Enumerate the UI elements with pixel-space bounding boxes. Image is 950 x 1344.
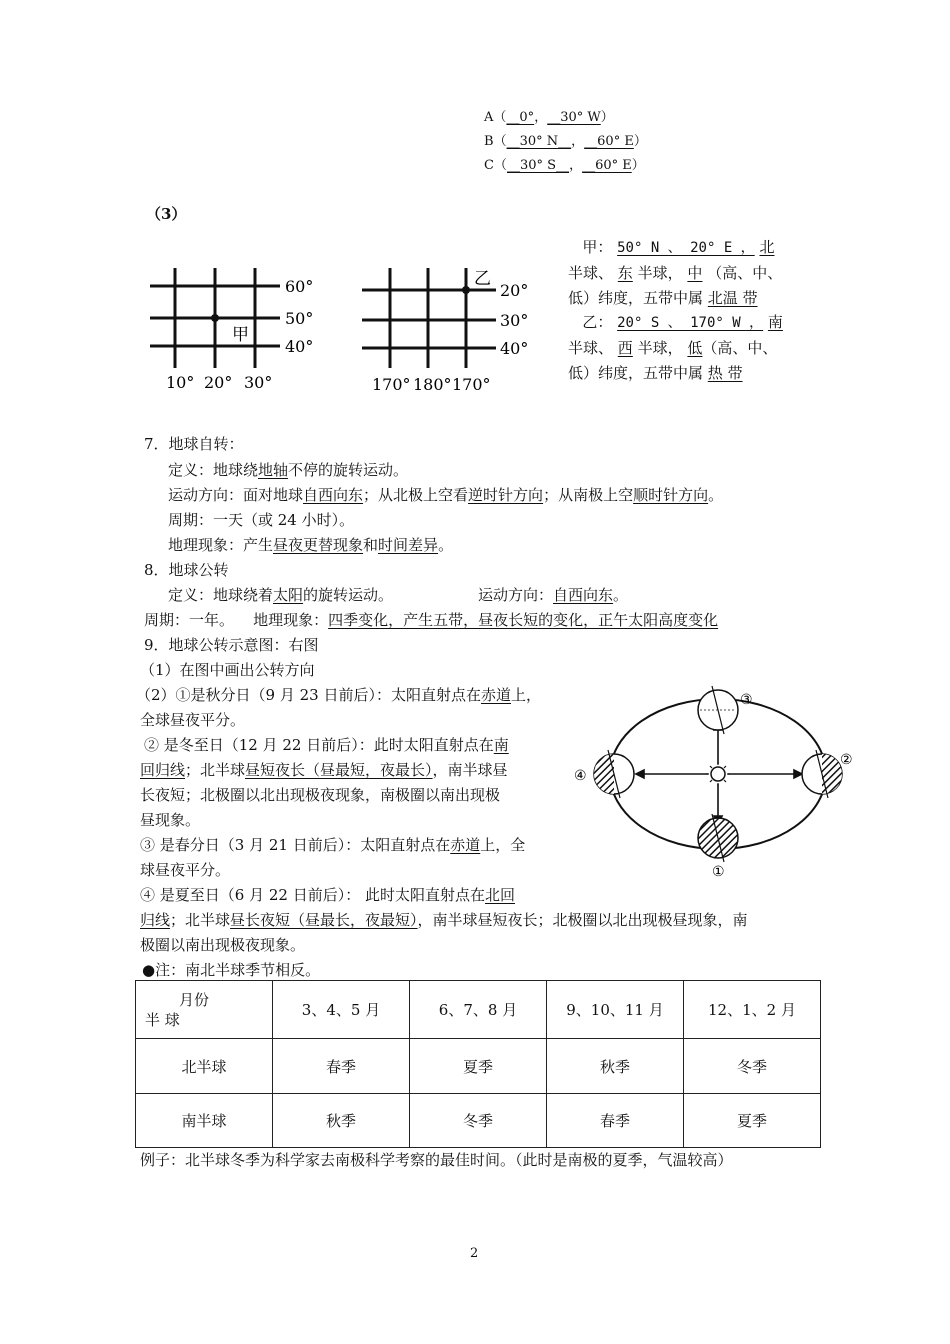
s9-line-5: 长夜短；北极圈以北出现极夜现象，南极圈以南出现极 <box>140 786 501 804</box>
s8-direction: 运动方向：自西向东。 <box>478 586 629 604</box>
sun-icon <box>706 762 730 786</box>
s9-line-6: 昼现象。 <box>140 811 201 829</box>
grid-left-lon-3: 30° <box>244 373 273 392</box>
earth-position-3 <box>698 686 738 734</box>
s7-phenomena: 地理现象：产生昼夜更替现象和时间差异。 <box>168 536 454 554</box>
earth-position-1 <box>698 814 738 862</box>
table-cell: 夏季 <box>684 1094 821 1148</box>
section-9-title: 9．地球公转示意图：右图 <box>144 636 319 654</box>
table-cell: 秋季 <box>547 1039 684 1094</box>
grid-right-lon-1: 170° <box>372 375 411 394</box>
table-cell: 夏季 <box>410 1039 547 1094</box>
table-corner-bottom: 半 球 <box>145 1010 180 1029</box>
point-yi-label: 乙 <box>474 269 491 289</box>
table-cell: 春季 <box>273 1039 410 1094</box>
point-jia-label: 甲 <box>232 325 249 345</box>
s9-line-11: 极圈以南出现极夜现象。 <box>140 936 306 954</box>
s9-line-7: ③ 是春分日（3 月 21 日前后）：太阳直射点在赤道上，全 <box>140 836 526 854</box>
s9-line-3: ② 是冬至日（12 月 22 日前后）：此时太阳直射点在南 <box>144 736 509 754</box>
table-header: 9、10、11 月 <box>547 981 684 1039</box>
table-header: 12、1、2 月 <box>684 981 821 1039</box>
s9-line-8: 球昼夜平分。 <box>140 861 231 879</box>
page-number: 2 <box>470 1246 479 1261</box>
jia-answer: 甲： 50° N 、 20° E ， 北 半球、 东 半球， 中 （高、中、 低）纬度，五带中属 北温 带 <box>568 238 783 307</box>
table-header: 3、4、5 月 <box>273 981 410 1039</box>
table-row <box>136 1094 821 1148</box>
table-corner-cell <box>136 981 273 1039</box>
s7-definition: 定义：地球绕地轴不停的旋转运动。 <box>168 461 409 479</box>
grid-left-lon-1: 10° <box>166 373 195 392</box>
table-row-label: 北半球 <box>136 1039 273 1094</box>
grid-left-lat-2: 50° <box>285 309 314 328</box>
coord-line-c: C（__30° S__，__60° E） <box>484 158 645 173</box>
s7-period: 周期：一天（或 24 小时）。 <box>168 511 355 529</box>
table-header: 6、7、8 月 <box>410 981 547 1039</box>
table-cell: 冬季 <box>410 1094 547 1148</box>
table-row <box>136 1039 821 1094</box>
orbit-label-3: ③ <box>740 692 753 708</box>
s9-line-10: 归线；北半球昼长夜短（昼最长，夜最短），南半球昼短夜长；北极圈以北出现极昼现象，南 <box>140 911 748 929</box>
example-text: 例子：北半球冬季为科学家去南极科学考察的最佳时间。（此时是南极的夏季，气温较高） <box>140 1151 733 1169</box>
earth-revolution-diagram <box>570 676 860 886</box>
earth-position-2 <box>802 750 842 798</box>
coord-line-b: B（__30° N__，__60° E） <box>484 134 647 149</box>
orbit-label-4: ④ <box>574 768 587 784</box>
grid-left-lat-1: 60° <box>285 277 314 296</box>
s9-line-2: 全球昼夜平分。 <box>140 711 246 729</box>
grid-left-lat-3: 40° <box>285 337 314 356</box>
s9-item-1: （1）在图中画出公转方向 <box>140 661 315 679</box>
point-yi-dot <box>462 286 470 294</box>
s7-direction: 运动方向：面对地球自西向东；从北极上空看逆时针方向；从南极上空顺时针方向。 <box>168 486 724 504</box>
table-cell: 秋季 <box>273 1094 410 1148</box>
s9-note: ●注：南北半球季节相反。 <box>142 961 321 979</box>
s8-period-phenomena: 周期：一年。 地理现象：四季变化，产生五带，昼夜长短的变化，正午太阳高度变化 <box>144 611 719 629</box>
table-row-label: 南半球 <box>136 1094 273 1148</box>
table-corner-top: 月份 <box>179 990 210 1009</box>
table-cell: 春季 <box>547 1094 684 1148</box>
season-table <box>135 980 821 1148</box>
part-3-label: （3） <box>146 205 187 223</box>
grid-right-lon-3: 170° <box>452 375 491 394</box>
grid-right-lat-2: 30° <box>500 311 529 330</box>
section-8-title: 8．地球公转 <box>144 561 229 579</box>
s9-line-9: ④ 是夏至日（6 月 22 日前后）： 此时太阳直射点在北回 <box>140 886 515 904</box>
grid-right-lat-1: 20° <box>500 281 529 300</box>
earth-position-4 <box>594 750 634 798</box>
grid-right-lat-3: 40° <box>500 339 529 358</box>
s8-definition: 定义：地球绕着太阳的旋转运动。 <box>168 586 394 604</box>
table-cell: 冬季 <box>684 1039 821 1094</box>
section-7-title: 7．地球自转： <box>144 435 244 453</box>
lat-lon-grid-figure <box>128 250 553 402</box>
grid-right-lon-2: 180° <box>413 375 452 394</box>
orbit-label-2: ② <box>840 752 853 768</box>
yi-answer: 乙： 20° S 、 170° W ， 南 半球、 西 半球， 低（高、中、 低）纬度，五带中属 热 带 <box>568 313 783 382</box>
grid-left-lon-2: 20° <box>204 373 233 392</box>
coord-line-a: A（__0°，__30° W） <box>484 110 614 125</box>
point-jia-dot <box>211 314 219 322</box>
s9-line-4: 回归线；北半球昼短夜长（昼最短，夜最长），南半球昼 <box>140 761 508 779</box>
orbit-label-1: ① <box>712 864 725 880</box>
s9-line-1: （2）①是秋分日（9 月 23 日前后）：太阳直射点在赤道上， <box>136 686 542 704</box>
